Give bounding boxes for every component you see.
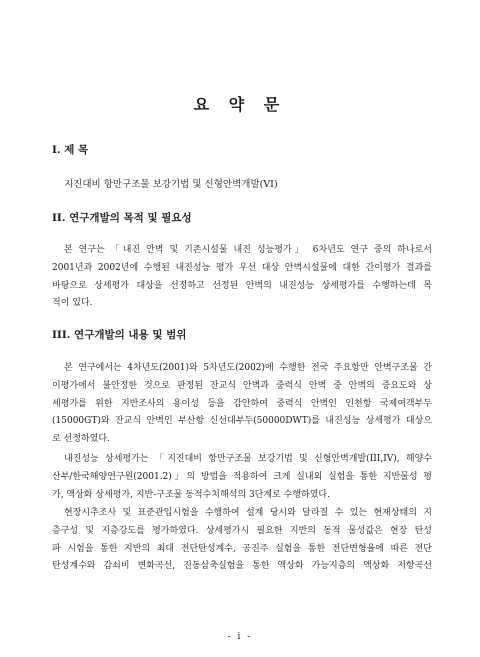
page-number: - i - [227, 632, 253, 642]
scope-paragraph-2 [52, 451, 432, 504]
text-line: 층구성 및 지층강도를 평가하였다. 상세평가시 필요한 지반의 동적 물성값은 현장 탄성 [52, 525, 432, 536]
text-line: 2001년과 2002년에 수행된 내진성능 평가 우선 대상 안벽시설물에 대한 간이평가 결과를 [52, 262, 432, 273]
text-line: 현장시추조사 및 표준관입시험을 수행하여 설계 당시와 달라질 수 있는 현재상태의 지 [64, 508, 432, 518]
text-line: 세평가를 위한 지반조사의 용이성 등을 감안하여 중력식 안벽인 인천항 국제여객부두 [52, 398, 432, 409]
text-line: 적이 있다. [52, 298, 93, 309]
text-line: 탄성계수와 감쇠비 변화곡선, 진동삼축실험을 통한 액상화 가능지층의 액상화 저항곡선 [52, 561, 432, 572]
purpose-paragraph [52, 242, 432, 313]
text-line: 본 연구는 「내진 안벽 및 기존시설물 내진 성능평가」 6차년도 연구 중의 하나로서 [64, 245, 432, 255]
project-title: 지진대비 항만구조물 보강기법 및 신형안벽개발(VI) [64, 179, 278, 190]
text-line: 바탕으로 상세평가 대상을 선정하고 선정된 안벽의 내진성능 상세평가를 수행하는데 목 [52, 280, 432, 291]
text-line: 가, 액상화 상세평가, 지반-구조물 동적수치해석의 3단계로 수행하였다. [52, 489, 330, 500]
text-line: (15000GT)와 잔교식 안벽인 부산항 신선대부두(50000DWT)를 내진성능 상세평가 대상으 [52, 416, 432, 427]
text-line: 이평가에서 불안정한 것으로 판정된 잔교식 안벽과 중력식 안벽 중 안벽의 중요도와 상 [52, 380, 432, 391]
section-heading-purpose: II. 연구개발의 목적 및 필요성 [52, 212, 192, 224]
text-line: 로 선정하였다. [52, 434, 110, 445]
section-heading-title: I. 제 목 [52, 144, 89, 156]
text-line: 본 연구에서는 4차년도(2001)와 5차년도(2002)에 수행한 전국 주요항만 안벽구조물 간 [64, 363, 432, 373]
text-line: 내진성능 상세평가는 「지진대비 항만구조물 보강기법 및 신형안벽개발(III,IV), 해양수 [64, 454, 432, 464]
section-heading-scope: III. 연구개발의 내용 및 범위 [52, 329, 187, 341]
scope-paragraph-1 [52, 360, 432, 449]
text-line: 산부/한국해양연구원(2001.2)」의 방법을 적용하여 크게 실내외 실험을 통한 지반물성 평 [52, 471, 432, 482]
page-title: 요 약 문 [193, 95, 287, 114]
scope-paragraph-3 [52, 505, 432, 576]
text-line: 파 시험을 통한 지반의 최대 전단탄성계수, 공진주 실험을 통한 전단변형율에 따른 전단 [52, 543, 432, 554]
